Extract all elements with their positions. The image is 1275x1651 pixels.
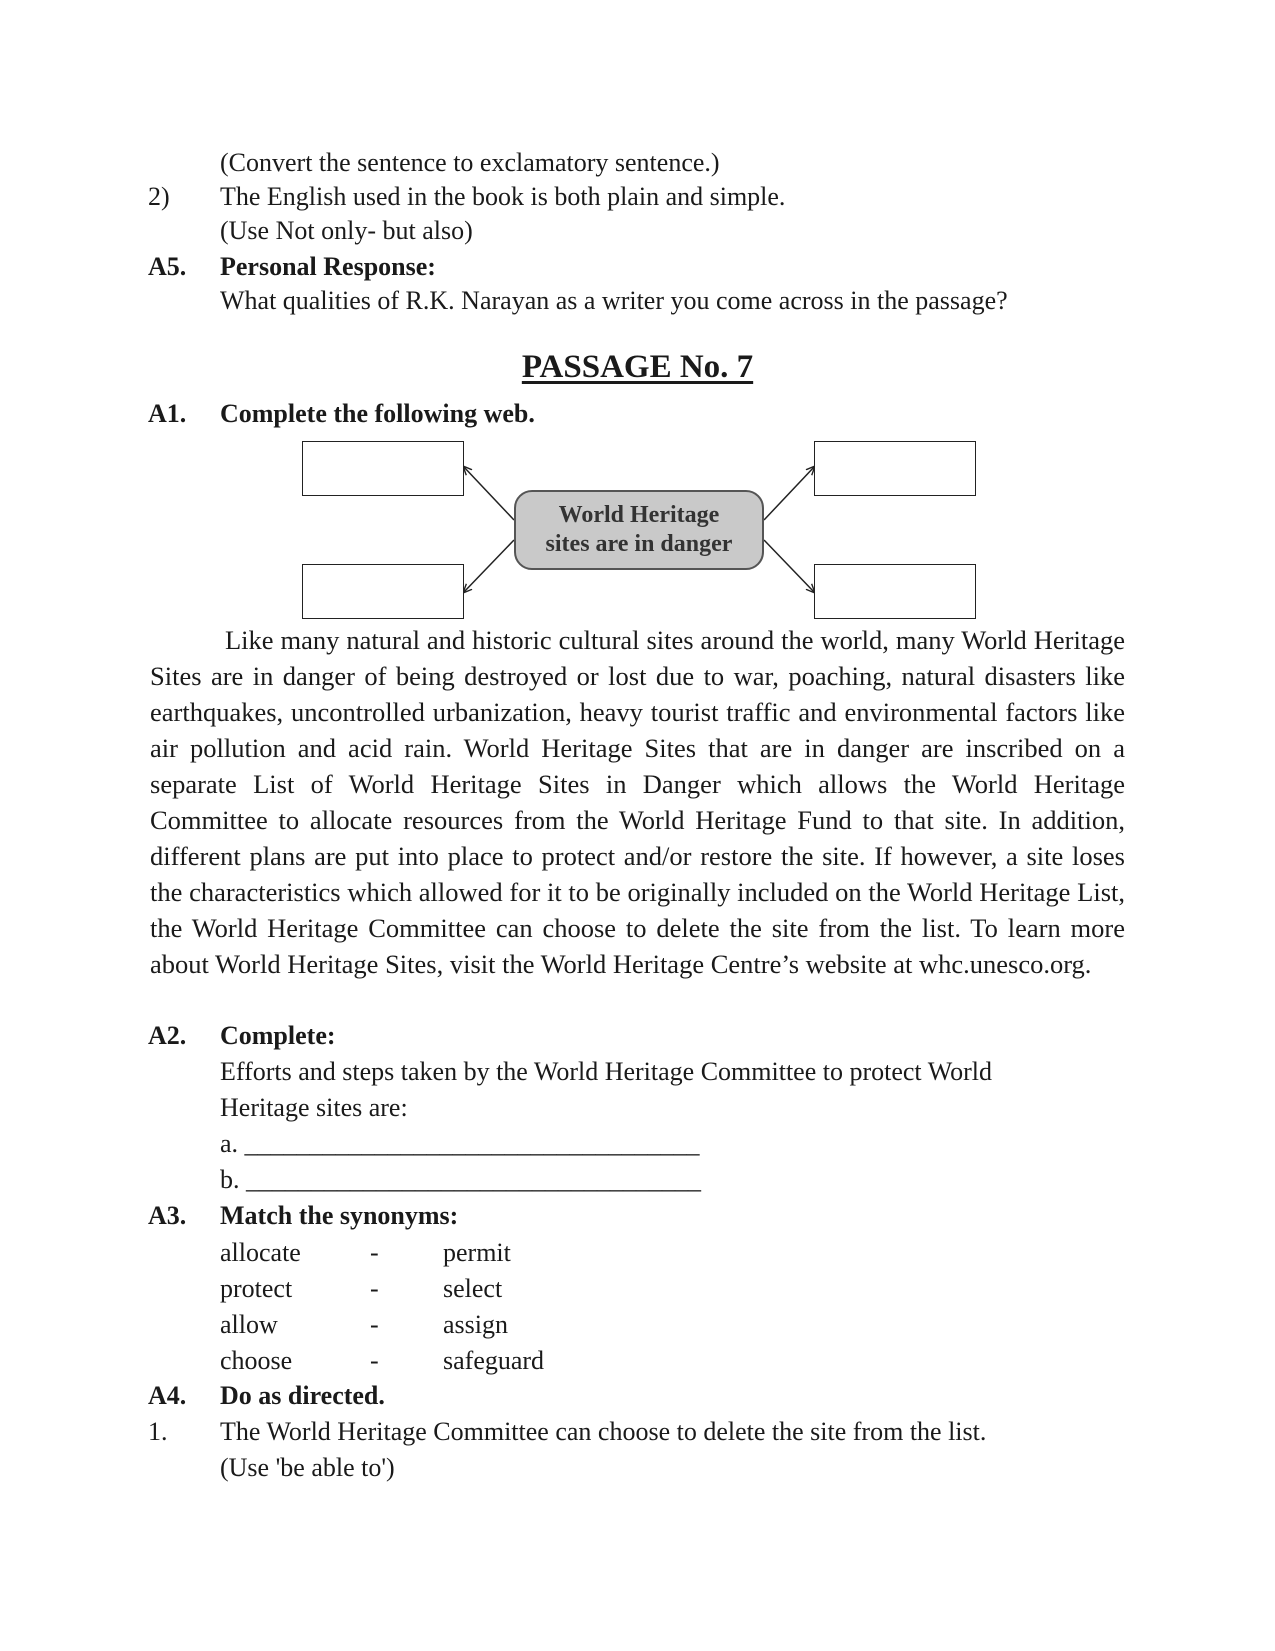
synonym-right-item: permit: [443, 1238, 511, 1267]
center-node-line2: sites are in danger: [545, 531, 733, 557]
arrow-top-right: [764, 466, 815, 520]
exclamatory-instruction: (Convert the sentence to exclamatory sentence.): [220, 148, 720, 177]
synonym-right-item: safeguard: [443, 1346, 545, 1375]
synonym-left-item: allocate: [220, 1238, 301, 1267]
a2-blank-b[interactable]: b. ___________________________________: [220, 1165, 701, 1194]
a1-title: Complete the following web.: [220, 399, 535, 428]
a2-blank-a[interactable]: a. ___________________________________: [220, 1129, 700, 1158]
a4-item-1-number: 1.: [148, 1417, 168, 1446]
synonym-dash-column: [370, 1235, 379, 1379]
synonym-left-item: protect: [220, 1274, 293, 1303]
a5-title: Personal Response:: [220, 252, 436, 281]
a5-question: What qualities of R.K. Narayan as a writer you come across in the passage?: [220, 286, 1008, 315]
synonym-right-item: assign: [443, 1310, 508, 1339]
synonym-left-item: allow: [220, 1310, 278, 1339]
passage-paragraph: Like many natural and historic cultural sites around the world, many World Heritage Sites are in danger of being destroyed or lost due to war, poaching, natural disasters like earthquakes, uncontrolled urbanization, heavy tourist traffic and environmental factors like air pollution and acid rain. World Heritage Sites that are in danger are inscribed on a separate List of World Heritage Sites in Danger which allows the World Heritage Committee to allocate resources from the World Heritage Fund to that site. In addition, different plans are put into place to protect and/or restore the site. If however, a site loses the characteristics which allowed for it to be originally included on the World Heritage List, the World Heritage Committee can choose to delete the site from the list. To learn more about World Heritage Sites, visit the World Heritage Centre’s website at whc.unesco.org.: [150, 625, 1125, 979]
a2-title: Complete:: [220, 1021, 336, 1050]
synonym-left-item: choose: [220, 1346, 293, 1375]
center-node-line1: World Heritage: [558, 502, 720, 528]
a1-label: A1.: [148, 399, 187, 428]
a5-label: A5.: [148, 252, 187, 281]
web-center-node: [514, 490, 764, 570]
question-2-text: The English used in the book is both plain and simple.: [220, 182, 786, 211]
arrow-top-left: [463, 466, 514, 520]
a3-title: Match the synonyms:: [220, 1201, 459, 1230]
synonym-dash: -: [370, 1274, 379, 1303]
a4-label: A4.: [148, 1381, 187, 1410]
synonym-dash: -: [370, 1238, 379, 1267]
passage-title: PASSAGE No. 7: [521, 349, 754, 385]
web-box-top-right[interactable]: [814, 441, 976, 496]
a2-question-line2: Heritage sites are:: [220, 1093, 408, 1122]
question-2-instruction: (Use Not only- but also): [220, 216, 473, 245]
a4-item-1-instruction: (Use 'be able to'): [220, 1453, 395, 1482]
web-box-top-left[interactable]: [302, 441, 464, 496]
a4-item-1-text: The World Heritage Committee can choose to delete the site from the list.: [220, 1417, 987, 1446]
a4-title: Do as directed.: [220, 1381, 385, 1410]
a3-label: A3.: [148, 1201, 187, 1230]
synonym-left-column: [220, 1235, 301, 1379]
synonym-right-column: [443, 1235, 544, 1379]
arrow-bottom-right: [764, 540, 815, 593]
synonym-dash: -: [370, 1346, 379, 1375]
web-box-bottom-left[interactable]: [302, 564, 464, 619]
a2-question-line1: Efforts and steps taken by the World Heritage Committee to protect World: [220, 1057, 993, 1086]
arrow-bottom-left: [463, 540, 514, 593]
question-number-2: 2): [148, 182, 170, 211]
web-box-bottom-right[interactable]: [814, 564, 976, 619]
synonym-right-item: select: [443, 1274, 503, 1303]
synonym-dash: -: [370, 1310, 379, 1339]
a2-label: A2.: [148, 1021, 187, 1050]
